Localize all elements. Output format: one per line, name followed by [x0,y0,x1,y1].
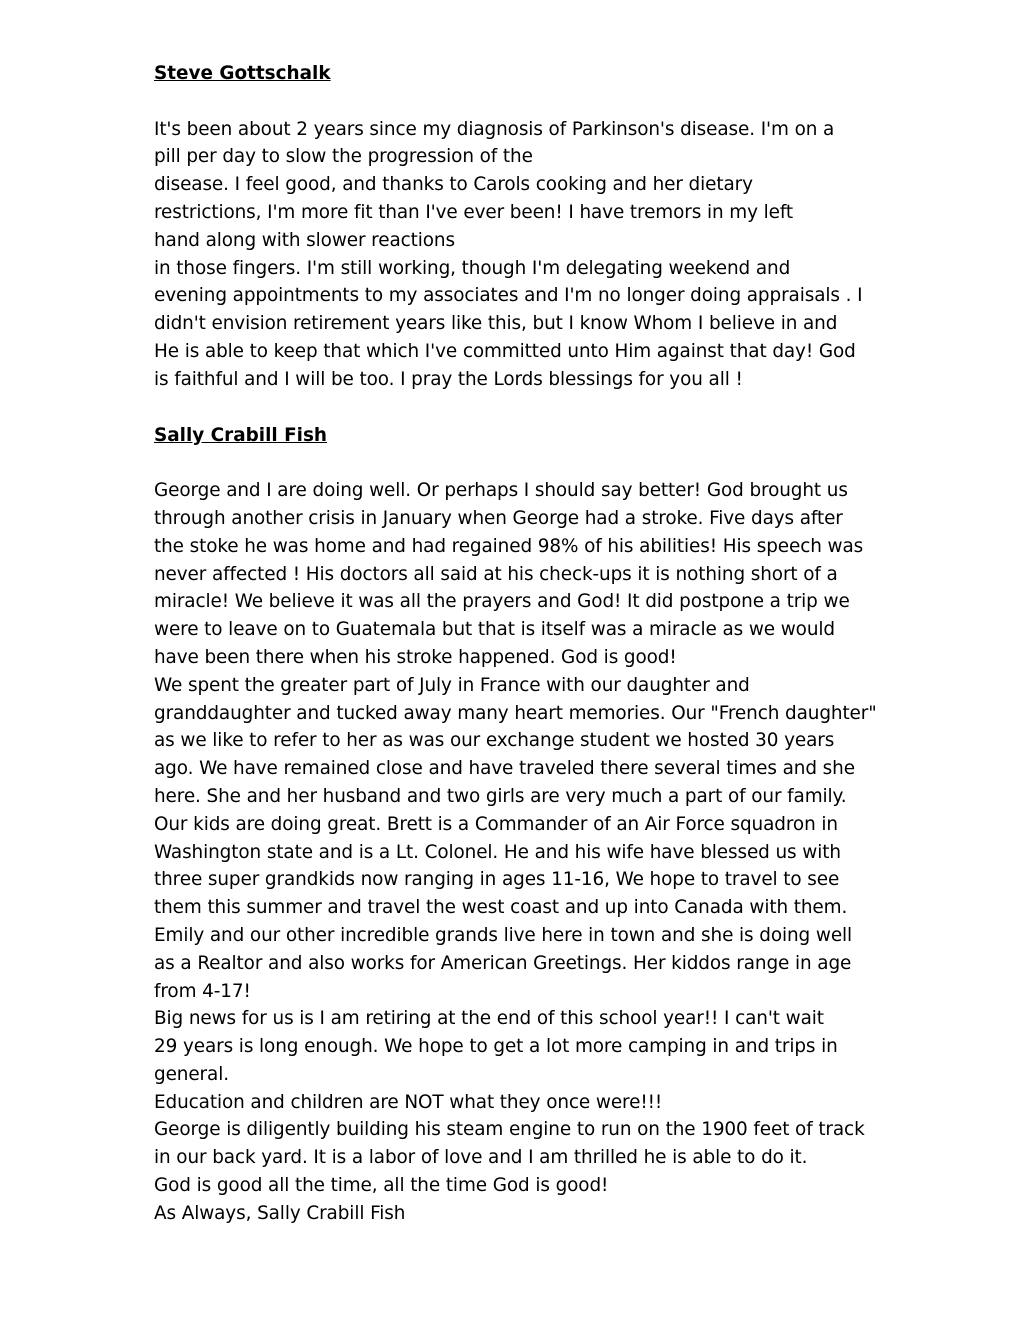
section-heading-steve-gottschalk: Steve Gottschalk [154,63,331,84]
section-text-sally-crabill-fish [154,477,914,1228]
text-line: God is good all the time, all the time God is good! [154,1175,609,1197]
text-line: the stoke he was home and had regained 98% of his abilities! His speech was [154,535,864,557]
text-line: here. She and her husband and two girls are very much a part of our family. [154,785,847,807]
text-line: miracle! We believe it was all the prayers and God! It did postpone a trip we [154,591,850,613]
text-line: 29 years is long enough. We hope to get a lot more camping in and trips in [154,1036,838,1058]
text-line: restrictions, I'm more fit than I've ever been! I have tremors in my left [154,201,793,223]
section-text-steve-gottschalk [154,116,914,394]
text-line: them this summer and travel the west coast and up into Canada with them. [154,897,848,919]
text-line: pill per day to slow the progression of the [154,146,533,168]
text-line: Big news for us is I am retiring at the end of this school year!! I can't wait [154,1008,824,1030]
text-line: George is diligently building his steam engine to run on the 1900 feet of track [154,1119,865,1141]
text-line: as a Realtor and also works for American Greetings. Her kiddos range in age [154,952,852,974]
text-line: three super grandkids now ranging in ages 11-16, We hope to travel to see [154,869,840,891]
letter-body [154,60,914,1228]
text-line: Our kids are doing great. Brett is a Commander of an Air Force squadron in [154,813,838,835]
text-line: never affected ! His doctors all said at his check-ups it is nothing short of a [154,563,838,585]
text-line: Washington state and is a Lt. Colonel. He and his wife have blessed us with [154,841,841,863]
spacer [154,88,914,116]
text-line: through another crisis in January when George had a stroke. Five days after [154,507,843,529]
text-line: disease. I feel good, and thanks to Carols cooking and her dietary [154,174,753,196]
text-line: have been there when his stroke happened. God is good! [154,646,677,668]
text-line: didn't envision retirement years like this, but I know Whom I believe in and [154,313,838,335]
text-line: It's been about 2 years since my diagnosis of Parkinson's disease. I'm on a [154,118,835,140]
spacer [154,394,914,422]
text-line: as we like to refer to her as was our exchange student we hosted 30 years [154,730,835,752]
text-line: He is able to keep that which I've committed unto Him against that day! God [154,340,856,362]
text-line: is faithful and I will be too. I pray the Lords blessings for you all ! [154,368,743,390]
text-line: We spent the greater part of July in France with our daughter and [154,674,750,696]
text-line: in those fingers. I'm still working, though I'm delegating weekend and [154,257,791,279]
text-line: ago. We have remained close and have traveled there several times and she [154,758,855,780]
text-line: evening appointments to my associates and I'm no longer doing appraisals . I [154,285,863,307]
text-line: general. [154,1063,229,1085]
text-line: Emily and our other incredible grands live here in town and she is doing well [154,924,853,946]
text-line: hand along with slower reactions [154,229,455,251]
spacer [154,449,914,477]
text-line: were to leave on to Guatemala but that is itself was a miracle as we would [154,619,835,641]
text-line: from 4-17! [154,980,251,1002]
text-line: in our back yard. It is a labor of love and I am thrilled he is able to do it. [154,1147,808,1169]
signature-line: As Always, Sally Crabill Fish [154,1202,406,1224]
section-heading-sally-crabill-fish: Sally Crabill Fish [154,424,328,446]
text-line: George and I are doing well. Or perhaps I should say better! God brought us [154,480,848,502]
text-line: granddaughter and tucked away many heart memories. Our "French daughter" [154,702,877,724]
text-line: Education and children are NOT what they once were!!! [154,1091,663,1113]
